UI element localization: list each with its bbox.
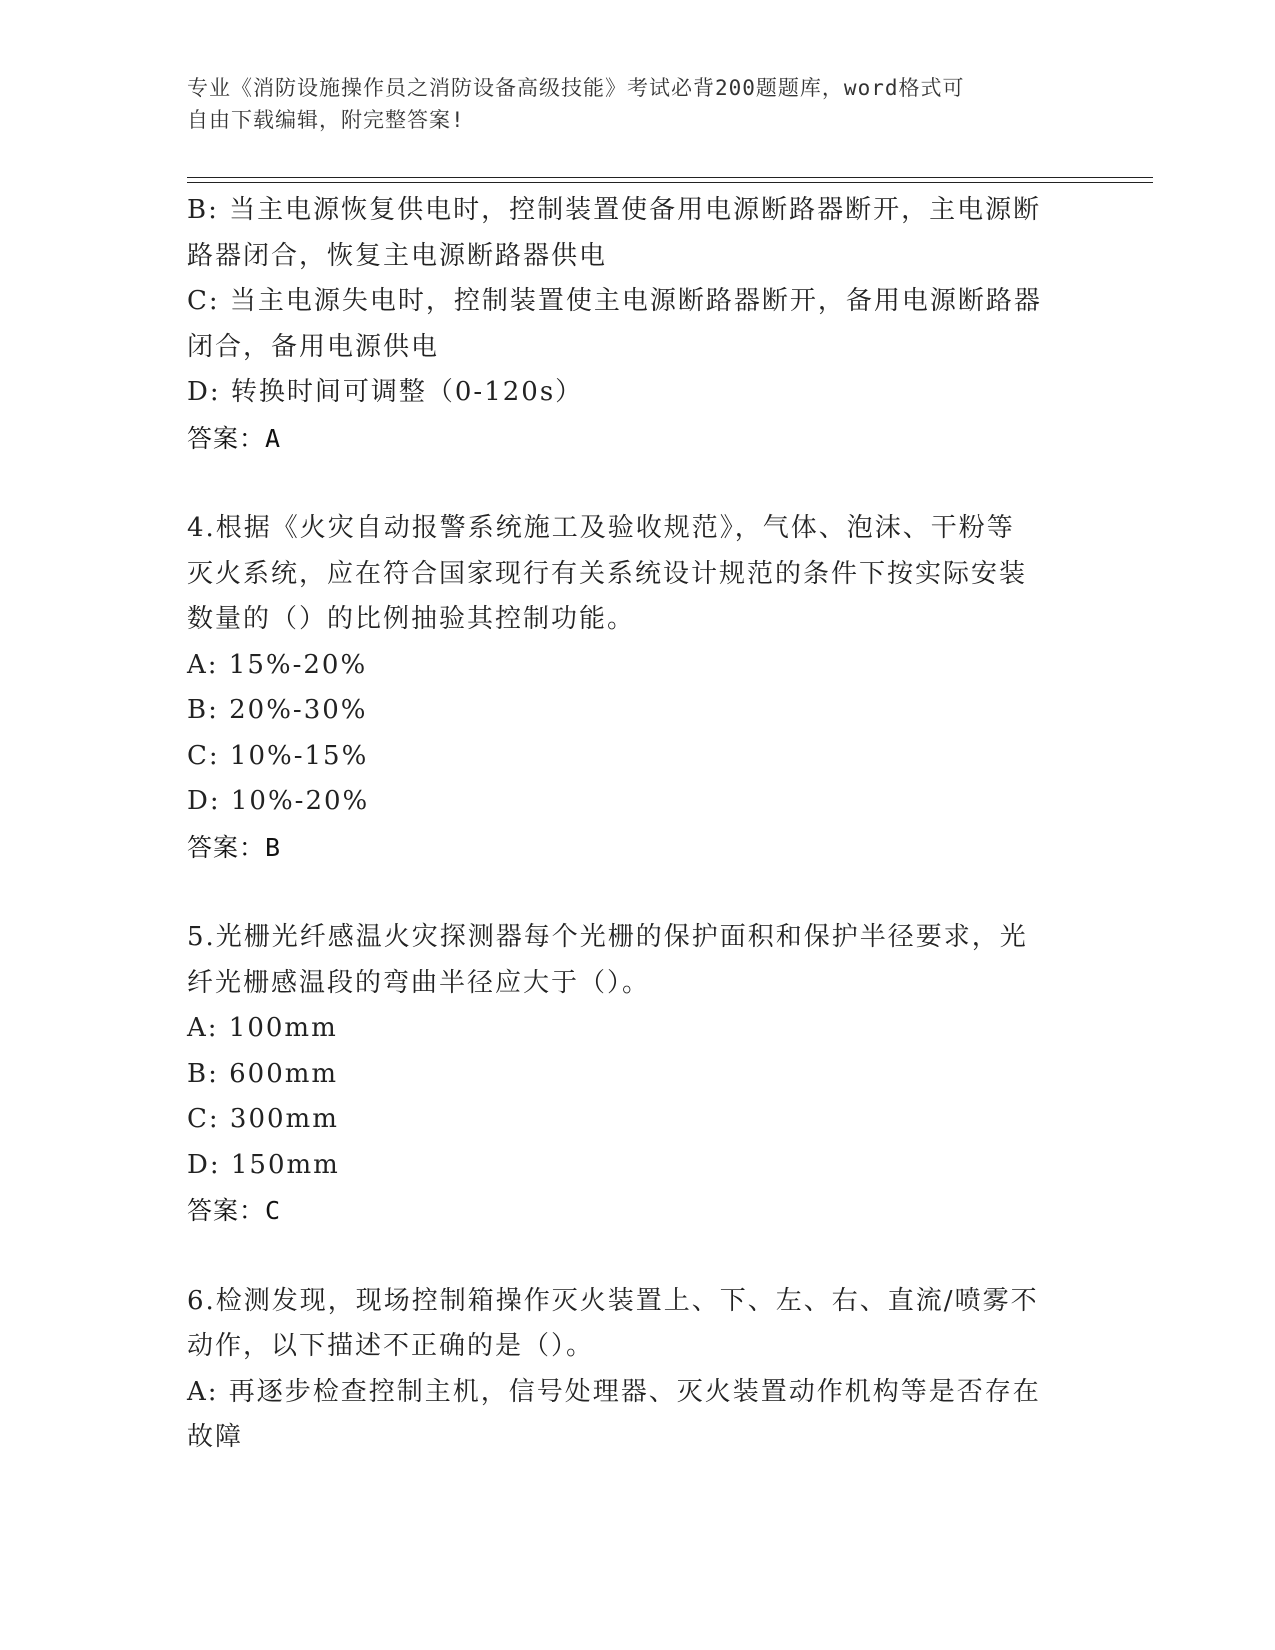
option-b-line-1: B: 当主电源恢复供电时，控制装置使备用电源断路器断开，主电源断 bbox=[187, 195, 1042, 225]
option-a-line-2: 故障 bbox=[187, 1422, 244, 1452]
question-text-line-2: 纤光栅感温段的弯曲半径应大于（）。 bbox=[187, 967, 651, 998]
option-b: B: 600mm bbox=[187, 1058, 339, 1089]
question-3-tail bbox=[187, 188, 1087, 461]
question-6 bbox=[187, 1279, 1087, 1461]
answer: 答案：B bbox=[187, 832, 282, 862]
question-5 bbox=[187, 915, 1087, 1234]
header-line-2: 自由下载编辑，附完整答案! bbox=[187, 108, 465, 132]
option-d: D: 150mm bbox=[187, 1149, 340, 1180]
answer: 答案：C bbox=[187, 1196, 282, 1225]
option-a: A: 100mm bbox=[187, 1013, 338, 1043]
option-c: C: 10%-15% bbox=[187, 740, 369, 771]
question-text-line-2: 动作，以下描述不正确的是（）。 bbox=[187, 1331, 595, 1361]
question-text-line-1: 5.光栅光纤感温火灾探测器每个光栅的保护面积和保护半径要求，光 bbox=[187, 922, 1028, 952]
document-header bbox=[187, 72, 1087, 136]
question-4 bbox=[187, 506, 1087, 870]
option-b: B: 20%-30% bbox=[187, 695, 368, 725]
option-b-line-2: 路器闭合，恢复主电源断路器供电 bbox=[187, 240, 608, 271]
option-d: D: 转换时间可调整（0-120s） bbox=[187, 377, 584, 407]
option-c: C: 300mm bbox=[187, 1104, 339, 1134]
header-rule-top bbox=[187, 177, 1153, 178]
header-rule-bottom bbox=[187, 182, 1153, 183]
question-text-line-2: 灭火系统，应在符合国家现行有关系统设计规范的条件下按实际安装 bbox=[187, 558, 1028, 589]
option-a-line-1: A: 再逐步检查控制主机，信号处理器、灭火装置动作机构等是否存在 bbox=[187, 1376, 1041, 1407]
header-line-1: 专业《消防设施操作员之消防设备高级技能》考试必背200题题库，word格式可 bbox=[187, 76, 965, 100]
option-a: A: 15%-20% bbox=[187, 649, 368, 680]
option-c-line-2: 闭合，备用电源供电 bbox=[187, 331, 440, 362]
answer: 答案：A bbox=[187, 423, 282, 453]
option-d: D: 10%-20% bbox=[187, 786, 370, 816]
question-text-line-3: 数量的（）的比例抽验其控制功能。 bbox=[187, 604, 636, 634]
option-c-line-1: C: 当主电源失电时，控制装置使主电源断路器断开，备用电源断路器 bbox=[187, 286, 1042, 316]
question-text-line-1: 6.检测发现，现场控制箱操作灭火装置上、下、左、右、直流/喷雾不 bbox=[187, 1285, 1039, 1316]
document-body bbox=[187, 188, 1087, 1461]
question-text-line-1: 4.根据《火灾自动报警系统施工及验收规范》，气体、泡沫、干粉等 bbox=[187, 513, 1015, 543]
